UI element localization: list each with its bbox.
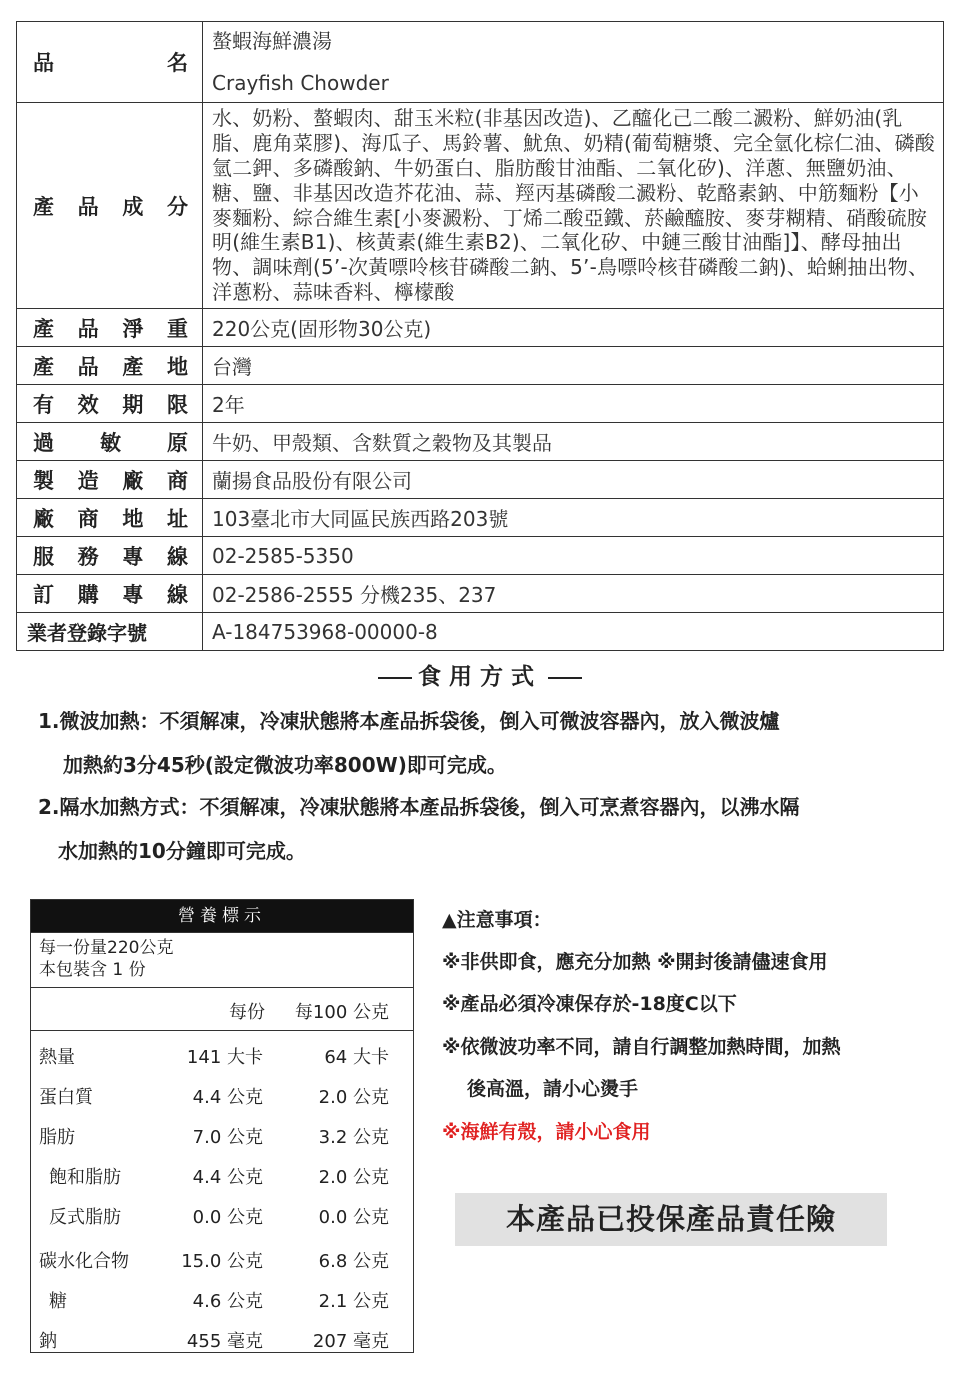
- nutrient-name: 蛋白質: [39, 1087, 93, 1108]
- nutrition-row: [31, 1155, 413, 1195]
- registration-value: A-184753968-00000-8: [203, 613, 944, 651]
- info-row-label: 業者登錄字號: [17, 613, 203, 651]
- nutrient-name: 熱量: [39, 1047, 75, 1068]
- info-row-label: 產品產地: [17, 347, 203, 385]
- nutrition-row: [31, 1115, 413, 1155]
- info-row-label: 有效期限: [17, 385, 203, 423]
- info-row: [17, 385, 944, 423]
- insurance-banner: 本產品已投保產品責任險: [455, 1193, 887, 1246]
- order-phone-value: 02-2586-2555 分機235、237: [203, 575, 944, 613]
- info-row: [17, 613, 944, 651]
- step2-line1: 2.隔水加熱方式：不須解凍，冷凍狀態將本產品拆袋後，倒入可烹煮容器內，以沸水隔: [38, 795, 800, 819]
- nutrient-name: 碳水化合物: [39, 1251, 129, 1272]
- info-row-label: 廠商地址: [17, 499, 203, 537]
- note-shell-warning: ※海鮮有殼，請小心食用: [442, 1121, 651, 1143]
- info-row: [17, 347, 944, 385]
- nutrition-row: [31, 1319, 413, 1359]
- nutrition-row: [31, 1075, 413, 1115]
- step1-line2: 加熱約3分45秒(設定微波功率800W)即可完成。: [63, 753, 507, 777]
- note-reheat: ※非供即食，應充分加熱 ※開封後請儘速食用: [442, 951, 828, 973]
- nutrition-row: [31, 1035, 413, 1075]
- per-100g-value: 2.0 公克: [318, 1167, 389, 1188]
- serving-size: 每一份量220公克: [39, 938, 174, 958]
- step1-line1: 1.微波加熱：不須解凍，冷凍狀態將本產品拆袋後，倒入可微波容器內，放入微波爐: [38, 709, 780, 733]
- servings-per-pack: 本包裝含 1 份: [39, 960, 146, 980]
- info-row: [17, 423, 944, 461]
- notes-section: [442, 898, 840, 1154]
- col-per-100g: 每100 公克: [294, 1002, 389, 1023]
- nutrition-col-header: [31, 988, 413, 1031]
- origin-value: 台灣: [203, 347, 944, 385]
- info-row: [17, 499, 944, 537]
- note-frozen: ※產品必須冷凍保存於-18度C以下: [442, 993, 737, 1015]
- address-value: 103臺北市大同區民族西路203號: [203, 499, 944, 537]
- per-serving-value: 141 大卡: [186, 1047, 263, 1068]
- ingredients-label: 產品成分: [17, 103, 203, 309]
- per-100g-value: 6.8 公克: [318, 1251, 389, 1272]
- per-100g-value: 0.0 公克: [318, 1207, 389, 1228]
- net-weight-value: 220公克(固形物30公克): [203, 309, 944, 347]
- service-phone-value: 02-2585-5350: [203, 537, 944, 575]
- nutrient-name: 飽和脂肪: [49, 1167, 121, 1188]
- usage-title-text: 食用方式: [418, 664, 542, 690]
- notes-title: ▲注意事項：: [442, 909, 552, 931]
- title-dash-right: [548, 677, 582, 679]
- per-serving-value: 4.4 公克: [192, 1087, 263, 1108]
- info-row: [17, 575, 944, 613]
- per-serving-value: 0.0 公克: [192, 1207, 263, 1228]
- note-microwave: ※依微波功率不同，請自行調整加熱時間，加熱: [442, 1036, 841, 1058]
- product-info-table: [16, 21, 944, 651]
- nutrition-row: [31, 1195, 413, 1239]
- info-row-label: 訂購專線: [17, 575, 203, 613]
- usage-step-2: [38, 785, 800, 873]
- nutrition-row: [31, 1239, 413, 1279]
- info-row: [17, 309, 944, 347]
- nutrient-name: 脂肪: [39, 1127, 75, 1148]
- per-100g-value: 64 大卡: [324, 1047, 389, 1068]
- per-serving-value: 455 毫克: [186, 1331, 263, 1352]
- per-serving-value: 4.6 公克: [192, 1291, 263, 1312]
- ingredients-text: 水、奶粉、螯蝦肉、甜玉米粒(非基因改造)、乙醯化己二酸二澱粉、鮮奶油(乳脂、鹿角菜膠)、海瓜子、馬鈴薯、魷魚、奶精(葡萄糖漿、完全氫化棕仁油、磷酸氫二鉀、多磷酸鈉、牛奶蛋白、脂肪酸甘油酯、二氧化矽)、洋蔥、無鹽奶油、糖、鹽、非基因改造芥花油、蒜、羥丙基磷酸二澱粉、乾酪素鈉、中筋麵粉【小麥麵粉、綜合維生素[小麥澱粉、丁烯二酸亞鐵、菸鹼醯胺、麥芽糊精、硝酸硫胺明(維生素B1)、核黃素(維生素B2)、二氧化矽、中鏈三酸甘油酯]】、酵母抽出物、調味劑(5’-次黃嘌呤核苷磷酸二鈉、5’-鳥嘌呤核苷磷酸二鈉)、蛤蜊抽出物、洋蔥粉、蒜味香料、檸檬酸: [203, 103, 944, 309]
- info-row-label: 製造廠商: [17, 461, 203, 499]
- nutrition-table: [30, 899, 414, 1353]
- note-microwave-cont: 後高溫，請小心燙手: [467, 1078, 639, 1100]
- info-row: [17, 461, 944, 499]
- per-serving-value: 4.4 公克: [192, 1167, 263, 1188]
- info-row-label: 產品淨重: [17, 309, 203, 347]
- per-100g-value: 3.2 公克: [318, 1127, 389, 1148]
- nutrition-row: [31, 1279, 413, 1319]
- step2-line2: 水加熱的10分鐘即可完成。: [58, 839, 306, 863]
- serving-info: [31, 932, 413, 988]
- allergen-value: 牛奶、甲殼類、含麩質之穀物及其製品: [203, 423, 944, 461]
- col-per-serving: 每份: [229, 1002, 265, 1023]
- title-dash-left: [378, 677, 412, 679]
- name-row: [17, 22, 944, 103]
- nutrient-name: 鈉: [39, 1331, 57, 1352]
- nutrition-title: 營養標示: [31, 900, 413, 932]
- ingredients-row: [17, 103, 944, 309]
- shelf-life-value: 2年: [203, 385, 944, 423]
- per-100g-value: 207 毫克: [312, 1331, 389, 1352]
- per-serving-value: 7.0 公克: [192, 1127, 263, 1148]
- usage-title: [0, 658, 960, 691]
- product-name-en: Crayfish Chowder: [212, 71, 389, 95]
- per-serving-value: 15.0 公克: [181, 1251, 263, 1272]
- usage-step-1: [38, 699, 780, 787]
- info-row: [17, 537, 944, 575]
- name-label: 品名: [17, 22, 203, 103]
- per-100g-value: 2.0 公克: [318, 1087, 389, 1108]
- nutrient-name: 反式脂肪: [49, 1207, 121, 1228]
- per-100g-value: 2.1 公克: [318, 1291, 389, 1312]
- info-row-label: 過敏原: [17, 423, 203, 461]
- manufacturer-value: 蘭揚食品股份有限公司: [203, 461, 944, 499]
- product-name-zh: 螯蝦海鮮濃湯: [212, 29, 332, 53]
- nutrient-name: 糖: [49, 1291, 67, 1312]
- info-row-label: 服務專線: [17, 537, 203, 575]
